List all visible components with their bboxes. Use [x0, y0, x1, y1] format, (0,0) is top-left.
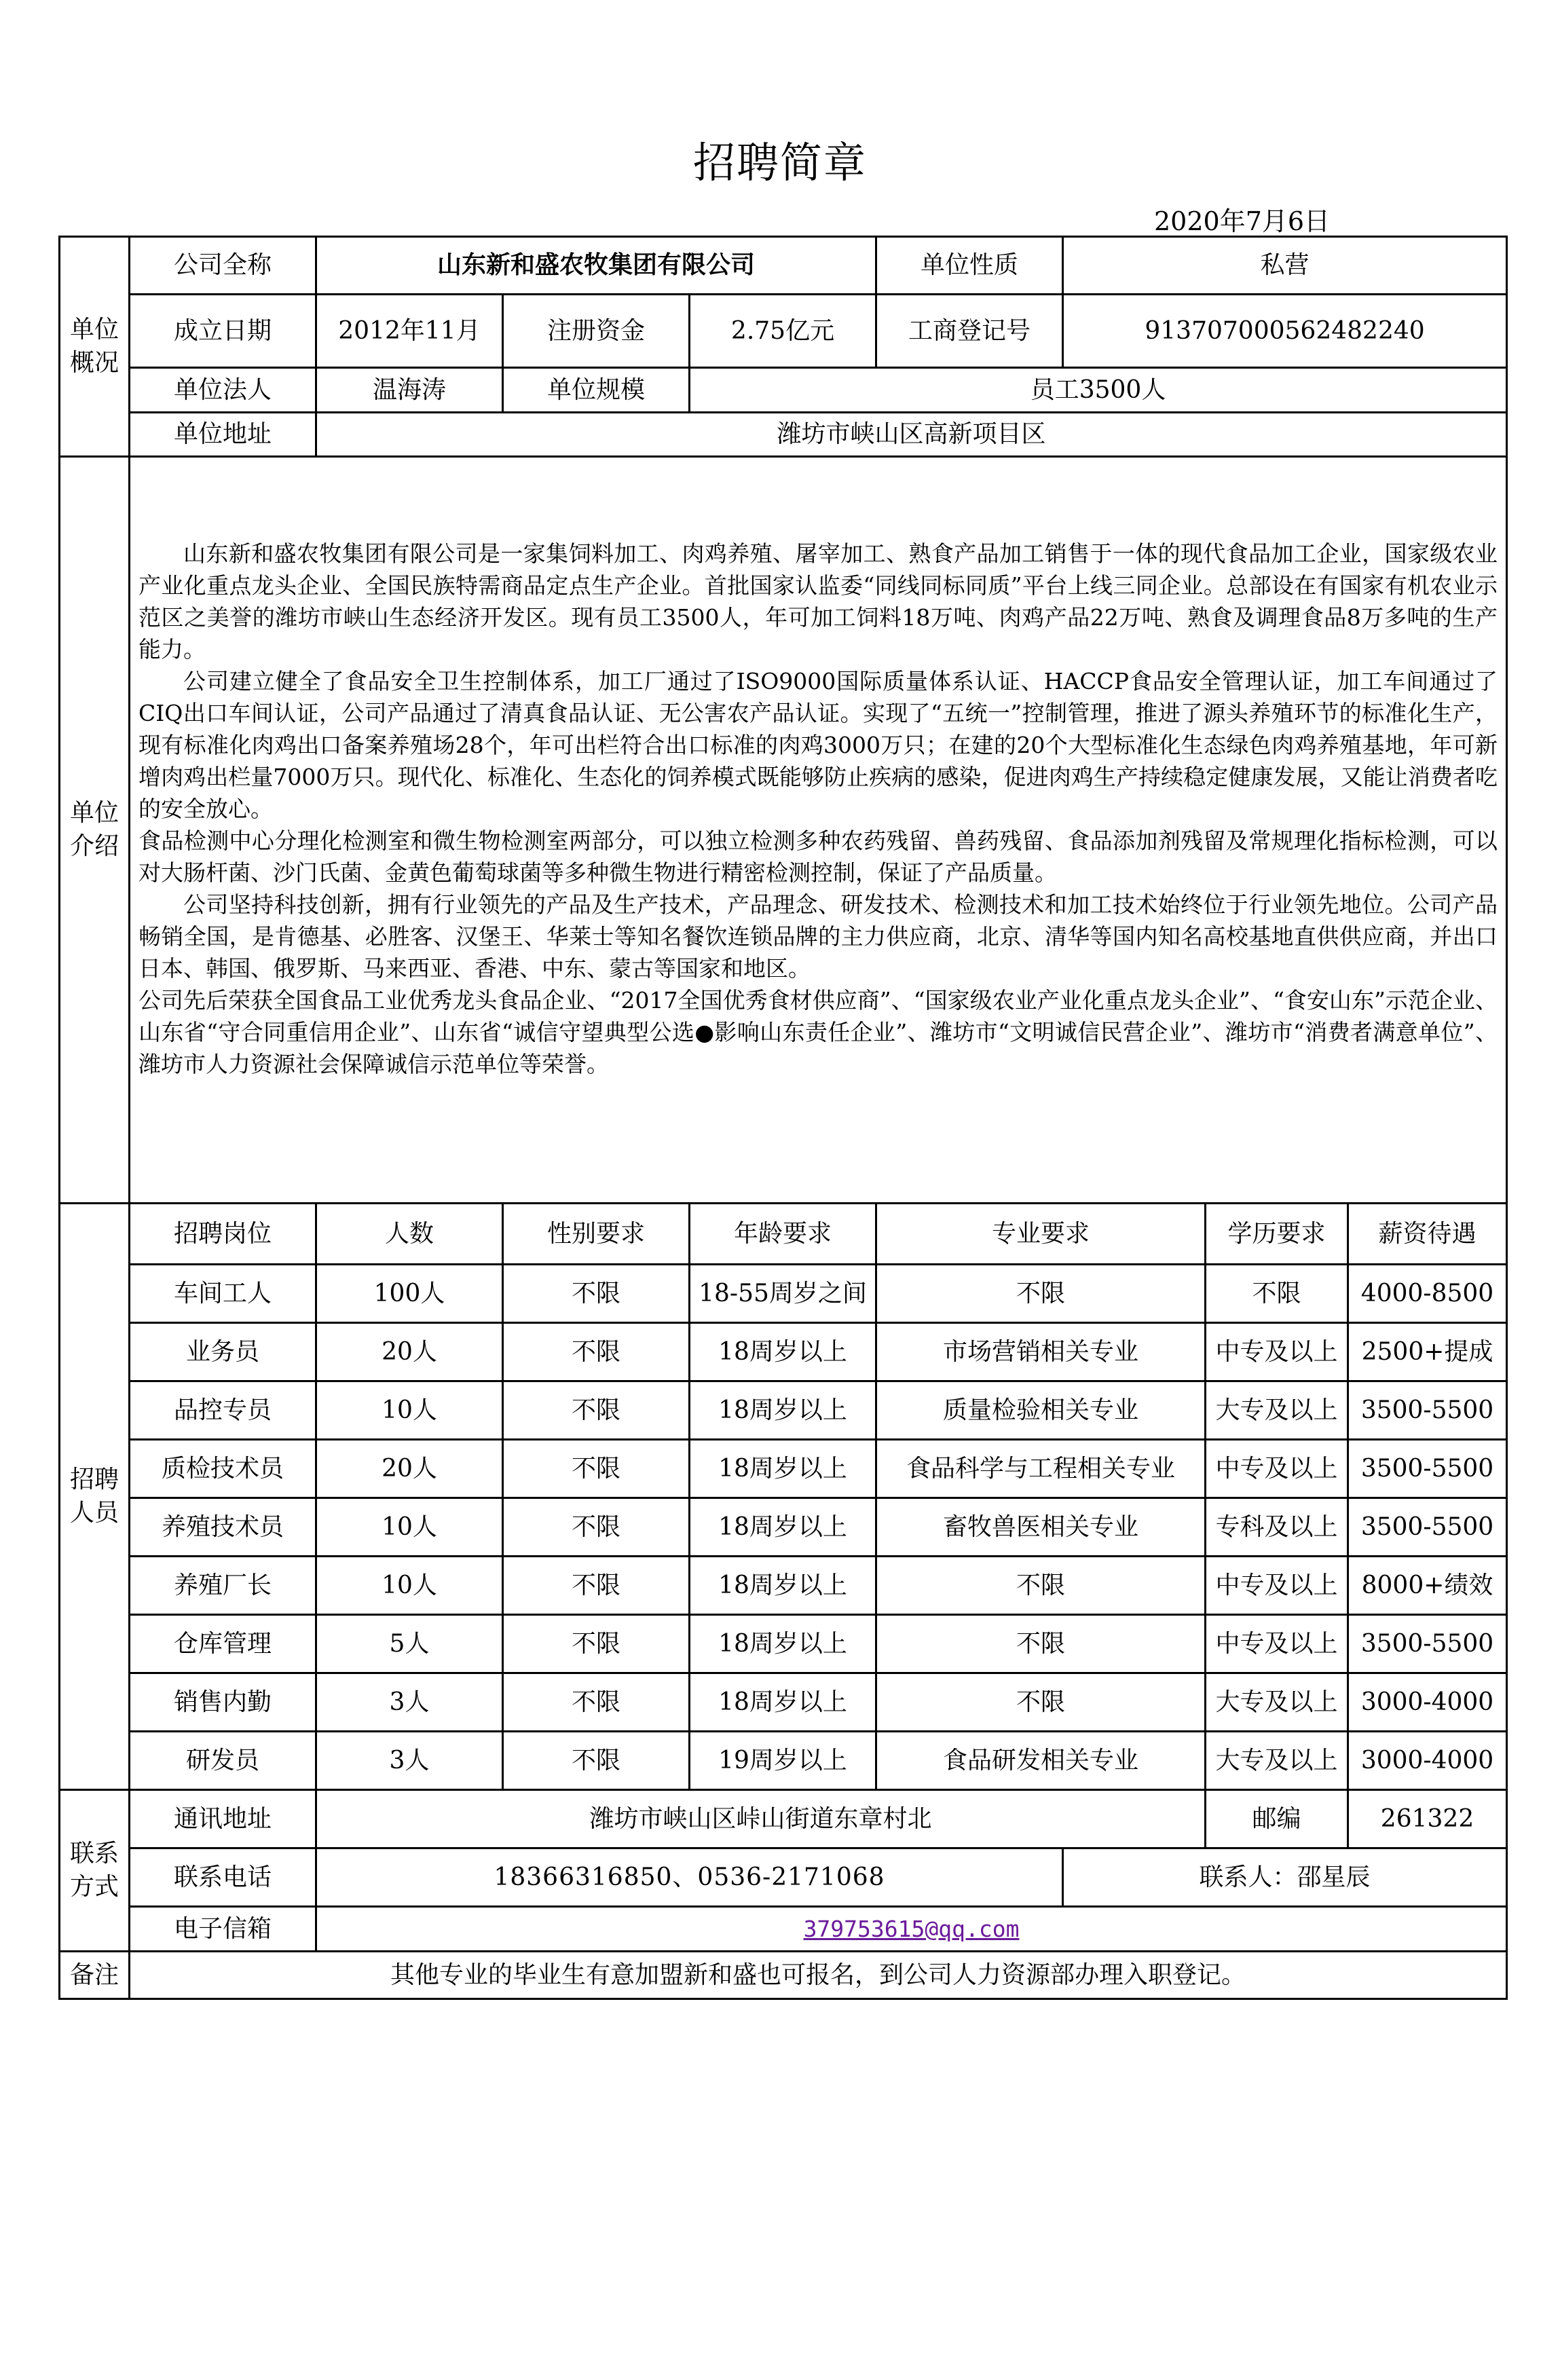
age-cell: 18周岁以上	[690, 1673, 876, 1732]
intro-paragraph: 食品检测中心分理化检测室和微生物检测室两部分，可以独立检测多种农药残留、兽药残留、食品添加剂残留及常规理化指标检测，可以对大肠杆菌、沙门氏菌、金黄色葡萄球菌等多种微生物进行精密检测控制，保证了产品质量。	[138, 828, 1498, 886]
count-cell: 20人	[316, 1440, 503, 1498]
education-cell: 中专及以上	[1206, 1440, 1348, 1498]
salary-cell: 3500-5500	[1348, 1440, 1507, 1498]
header-position: 招聘岗位	[130, 1204, 316, 1265]
recruitment-form-table	[58, 236, 1508, 2000]
age-cell: 19周岁以上	[690, 1732, 876, 1790]
header-salary: 薪资待遇	[1348, 1204, 1507, 1265]
salary-cell: 2500+提成	[1348, 1323, 1507, 1381]
major-cell: 食品科学与工程相关专业	[876, 1440, 1206, 1498]
count-cell: 3人	[316, 1732, 503, 1790]
contact-address-value: 潍坊市峡山区峠山街道东章村北	[316, 1790, 1206, 1848]
major-cell: 畜牧兽医相关专业	[876, 1498, 1206, 1557]
age-cell: 18周岁以上	[690, 1323, 876, 1381]
header-major: 专业要求	[876, 1204, 1206, 1265]
count-cell: 10人	[316, 1381, 503, 1440]
table-row	[60, 1732, 1507, 1790]
salary-cell: 3500-5500	[1348, 1381, 1507, 1440]
overview-row-registration	[60, 295, 1507, 368]
intro-paragraph: 公司建立健全了食品安全卫生控制体系，加工厂通过了ISO9000国际质量体系认证、HACCP食品安全管理认证，加工车间通过了CIQ出口车间认证，公司产品通过了清真食品认证、无公害农产品认证。实现了“五统一”控制管理，推进了源头养殖环节的标准化生产，现有标准化肉鸡出口备案养殖场28个，年可出栏符合出口标准的肉鸡3000万只；在建的20个大型标准化生态绿色肉鸡养殖基地，年可新增肉鸡出栏量7000万只。现代化、标准化、生态化的饲养模式既能够防止疾病的感染，促进肉鸡生产持续稳定健康发展，又能让消费者吃的安全放心。	[138, 668, 1498, 822]
position-cell: 研发员	[130, 1732, 316, 1790]
header-age: 年龄要求	[690, 1204, 876, 1265]
intro-text	[138, 538, 1498, 1080]
scale-value: 员工3500人	[690, 368, 1507, 413]
founded-value: 2012年11月	[316, 295, 503, 368]
capital-value: 2.75亿元	[690, 295, 876, 368]
gender-cell: 不限	[503, 1440, 690, 1498]
age-cell: 18周岁以上	[690, 1498, 876, 1557]
overview-row-legal	[60, 368, 1507, 413]
remarks-label: 备注	[60, 1952, 130, 1999]
capital-label: 注册资金	[503, 295, 690, 368]
header-gender: 性别要求	[503, 1204, 690, 1265]
legal-rep-label: 单位法人	[130, 368, 316, 413]
table-row	[60, 1440, 1507, 1498]
address-value: 潍坊市峡山区高新项目区	[316, 413, 1507, 457]
position-cell: 仓库管理	[130, 1615, 316, 1673]
reg-no-value: 913707000562482240	[1063, 295, 1507, 368]
email-label: 电子信箱	[130, 1907, 316, 1952]
scale-label: 单位规模	[503, 368, 690, 413]
table-row	[60, 1323, 1507, 1381]
phone-value: 18366316850、0536-2171068	[316, 1848, 1063, 1907]
gender-cell: 不限	[503, 1615, 690, 1673]
salary-cell: 3000-4000	[1348, 1673, 1507, 1732]
count-cell: 100人	[316, 1265, 503, 1323]
position-cell: 养殖厂长	[130, 1557, 316, 1615]
overview-row-name	[60, 237, 1507, 295]
reg-no-label: 工商登记号	[876, 295, 1063, 368]
age-cell: 18周岁以上	[690, 1615, 876, 1673]
count-cell: 3人	[316, 1673, 503, 1732]
recruit-header-row	[60, 1204, 1507, 1265]
major-cell: 市场营销相关专业	[876, 1323, 1206, 1381]
age-cell: 18-55周岁之间	[690, 1265, 876, 1323]
email-cell	[316, 1907, 1507, 1952]
intro-row	[60, 457, 1507, 1204]
gender-cell: 不限	[503, 1732, 690, 1790]
postcode-label: 邮编	[1206, 1790, 1348, 1848]
education-cell: 不限	[1206, 1265, 1348, 1323]
major-cell: 食品研发相关专业	[876, 1732, 1206, 1790]
document-date: 2020年7月6日	[1154, 206, 1331, 236]
count-cell: 5人	[316, 1615, 503, 1673]
remarks-text: 其他专业的毕业生有意加盟新和盛也可报名，到公司人力资源部办理入职登记。	[130, 1952, 1507, 1999]
founded-label: 成立日期	[130, 295, 316, 368]
address-label: 单位地址	[130, 413, 316, 457]
position-cell: 车间工人	[130, 1265, 316, 1323]
position-cell: 养殖技术员	[130, 1498, 316, 1557]
contact-address-label: 通讯地址	[130, 1790, 316, 1848]
position-cell: 质检技术员	[130, 1440, 316, 1498]
email-link[interactable]: 379753615@qq.com	[803, 1915, 1020, 1942]
intro-paragraph: 公司坚持科技创新，拥有行业领先的产品及生产技术，产品理念、研发技术、检测技术和加工技术始终位于行业领先地位。公司产品畅销全国，是肯德基、必胜客、汉堡王、华莱士等知名餐饮连锁品牌的主力供应商，北京、清华等国内知名高校基地直供供应商，并出口日本、韩国、俄罗斯、马来西亚、香港、中东、蒙古等国家和地区。	[138, 891, 1498, 982]
major-cell: 不限	[876, 1265, 1206, 1323]
gender-cell: 不限	[503, 1265, 690, 1323]
recruit-section-label: 招聘人员	[60, 1204, 130, 1790]
gender-cell: 不限	[503, 1557, 690, 1615]
salary-cell: 3500-5500	[1348, 1615, 1507, 1673]
education-cell: 中专及以上	[1206, 1615, 1348, 1673]
table-row	[60, 1265, 1507, 1323]
major-cell: 不限	[876, 1557, 1206, 1615]
count-cell: 10人	[316, 1557, 503, 1615]
contact-row-phone	[60, 1848, 1507, 1907]
contact-row-address	[60, 1790, 1507, 1848]
salary-cell: 8000+绩效	[1348, 1557, 1507, 1615]
count-cell: 20人	[316, 1323, 503, 1381]
salary-cell: 3000-4000	[1348, 1732, 1507, 1790]
table-row	[60, 1498, 1507, 1557]
intro-cell	[130, 457, 1507, 1204]
salary-cell: 4000-8500	[1348, 1265, 1507, 1323]
table-row	[60, 1557, 1507, 1615]
header-count: 人数	[316, 1204, 503, 1265]
remarks-row	[60, 1952, 1507, 1999]
education-cell: 大专及以上	[1206, 1732, 1348, 1790]
age-cell: 18周岁以上	[690, 1557, 876, 1615]
gender-cell: 不限	[503, 1323, 690, 1381]
major-cell: 不限	[876, 1615, 1206, 1673]
education-cell: 专科及以上	[1206, 1498, 1348, 1557]
legal-rep-value: 温海涛	[316, 368, 503, 413]
table-row	[60, 1615, 1507, 1673]
table-row	[60, 1673, 1507, 1732]
education-cell: 中专及以上	[1206, 1557, 1348, 1615]
salary-cell: 3500-5500	[1348, 1498, 1507, 1557]
company-name-value: 山东新和盛农牧集团有限公司	[316, 237, 876, 295]
intro-paragraph: 山东新和盛农牧集团有限公司是一家集饲料加工、肉鸡养殖、屠宰加工、熟食产品加工销售于一体的现代食品加工企业，国家级农业产业化重点龙头企业、全国民族特需商品定点生产企业。首批国家认监委“同线同标同质”平台上线三同企业。总部设在有国家有机农业示范区之美誉的潍坊市峡山生态经济开发区。现有员工3500人，年可加工饲料18万吨、肉鸡产品22万吨、熟食及调理食品8万多吨的生产能力。	[138, 540, 1498, 663]
education-cell: 大专及以上	[1206, 1673, 1348, 1732]
contact-person: 联系人：邵星辰	[1063, 1848, 1507, 1907]
major-cell: 不限	[876, 1673, 1206, 1732]
position-cell: 销售内勤	[130, 1673, 316, 1732]
education-cell: 大专及以上	[1206, 1381, 1348, 1440]
gender-cell: 不限	[503, 1381, 690, 1440]
phone-label: 联系电话	[130, 1848, 316, 1907]
age-cell: 18周岁以上	[690, 1381, 876, 1440]
gender-cell: 不限	[503, 1498, 690, 1557]
intro-paragraph: 公司先后荣获全国食品工业优秀龙头食品企业、“2017全国优秀食材供应商”、“国家级农业产业化重点龙头企业”、“食安山东”示范企业、山东省“守合同重信用企业”、山东省“诚信守望典型公选●影响山东责任企业”、潍坊市“文明诚信民营企业”、潍坊市“消费者满意单位”、潍坊市人力资源社会保障诚信示范单位等荣誉。	[138, 987, 1498, 1077]
age-cell: 18周岁以上	[690, 1440, 876, 1498]
position-cell: 业务员	[130, 1323, 316, 1381]
company-nature-label: 单位性质	[876, 237, 1063, 295]
intro-section-label: 单位介绍	[60, 457, 130, 1204]
company-nature-value: 私营	[1063, 237, 1507, 295]
education-cell: 中专及以上	[1206, 1323, 1348, 1381]
table-row	[60, 1381, 1507, 1440]
major-cell: 质量检验相关专业	[876, 1381, 1206, 1440]
gender-cell: 不限	[503, 1673, 690, 1732]
header-education: 学历要求	[1206, 1204, 1348, 1265]
page-title: 招聘简章	[692, 138, 867, 187]
position-cell: 品控专员	[130, 1381, 316, 1440]
contact-row-email	[60, 1907, 1507, 1952]
overview-row-address	[60, 413, 1507, 457]
count-cell: 10人	[316, 1498, 503, 1557]
company-name-label: 公司全称	[130, 237, 316, 295]
postcode-value: 261322	[1348, 1790, 1507, 1848]
overview-section-label: 单位概况	[60, 237, 130, 457]
contact-section-label: 联系方式	[60, 1790, 130, 1952]
